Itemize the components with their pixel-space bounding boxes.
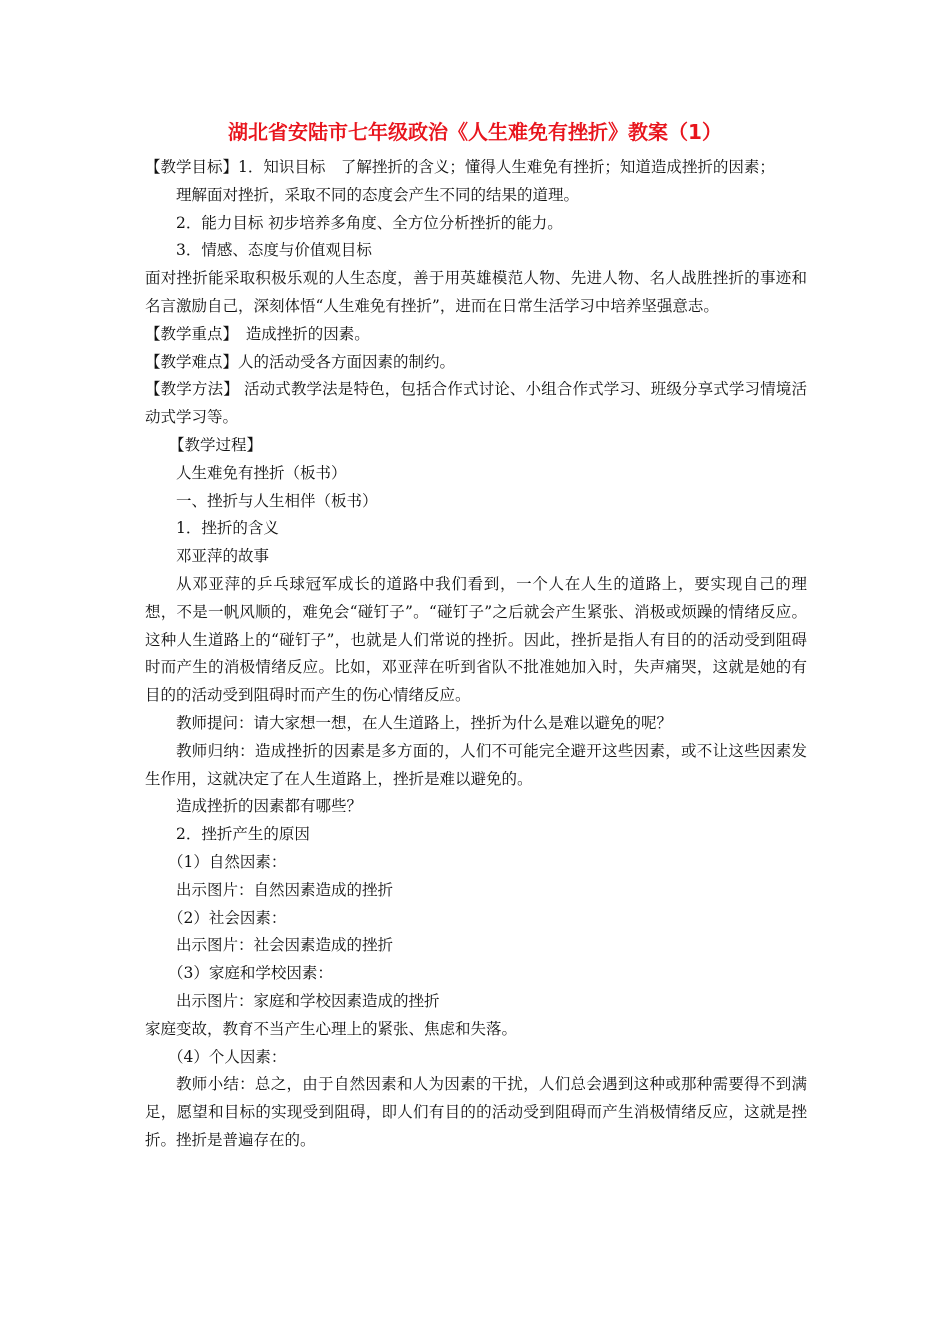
factor-3-picture: 出示图片：家庭和学校因素造成的挫折 (176, 991, 440, 1010)
section-1-heading: 1．挫折的含义 (176, 519, 279, 538)
factor-1: （1）自然因素： (168, 852, 287, 871)
teacher-question: 教师提问：请大家想一想，在人生道路上，挫折为什么是难以避免的呢？ (176, 713, 673, 732)
story-title: 邓亚萍的故事 (176, 547, 270, 566)
objectives-line-1: 【教学目标】1．知识目标 了解挫折的含义；懂得人生难免有挫折；知道造成挫折的因素； (145, 158, 775, 176)
difficulty: 【教学难点】人的活动受各方面因素的制约。 (145, 352, 456, 371)
key-point: 【教学重点】 造成挫折的因素。 (145, 324, 370, 343)
factor-3: （3）家庭和学校因素： (168, 964, 333, 983)
teacher-summary: 教师小结：总之，由于自然因素和人为因素的干扰，人们总会遇到这种或那种需要得不到满足，愿望和目标的实现受到阻碍，即人们有目的的活动受到阻碍而产生消极情绪反应，这就是挫折。挫折是普遍存在的。 (145, 1075, 807, 1149)
objectives-line-2: 理解面对挫折，采取不同的态度会产生不同的结果的道理。 (176, 185, 580, 204)
board-note-2: 一、挫折与人生相伴（板书） (176, 491, 378, 510)
objectives-line-4: 3．情感、态度与价值观目标 (176, 241, 372, 260)
objectives-line-5: 面对挫折能采取积极乐观的人生态度，善于用英雄模范人物、先进人物、名人战胜挫折的事迹和名言激励自己，深刻体悟“人生难免有挫折”，进而在日常生活学习中培养坚强意志。 (145, 269, 807, 315)
factor-1-picture: 出示图片：自然因素造成的挫折 (176, 880, 394, 899)
factors-question: 造成挫折的因素都有哪些？ (176, 797, 363, 816)
board-note-1: 人生难免有挫折（板书） (176, 463, 347, 482)
factor-2: （2）社会因素： (168, 908, 287, 927)
factor-4: （4）个人因素： (168, 1047, 287, 1066)
document-title: 湖北省安陆市七年级政治《人生难免有挫折》教案（1） (228, 120, 722, 144)
teacher-answer: 教师归纳：造成挫折的因素是多方面的，人们不可能完全避开这些因素，或不让这些因素发生作用，这就决定了在人生道路上，挫折是难以避免的。 (145, 741, 807, 788)
factor-3-note: 家庭变故，教育不当产生心理上的紧张、焦虑和失落。 (145, 1019, 518, 1038)
section-2-heading: 2．挫折产生的原因 (176, 825, 310, 844)
document-body (145, 154, 807, 1155)
story-paragraph: 从邓亚萍的乒乓球冠军成长的道路中我们看到，一个人在人生的道路上，要实现自己的理想，不是一帆风顺的，难免会“碰钉子”。“碰钉子”之后就会产生紧张、消极或烦躁的情绪反应。这种人生道路上的“碰钉子”，也就是人们常说的挫折。因此，挫折是指人有目的的活动受到阻碍时而产生的消极情绪反应。比如，邓亚萍在听到省队不批准她加入时，失声痛哭，这就是她的有目的的活动受到阻碍时而产生的伤心情绪反应。 (145, 574, 807, 705)
process-heading: 【教学过程】 (169, 435, 263, 454)
teaching-method: 【教学方法】 活动式教学法是特色，包括合作式讨论、小组合作式学习、班级分享式学习情境活动式学习等。 (145, 380, 807, 427)
factor-2-picture: 出示图片：社会因素造成的挫折 (176, 936, 394, 955)
objectives-line-3: 2．能力目标 初步培养多角度、全方位分析挫折的能力。 (176, 213, 563, 232)
